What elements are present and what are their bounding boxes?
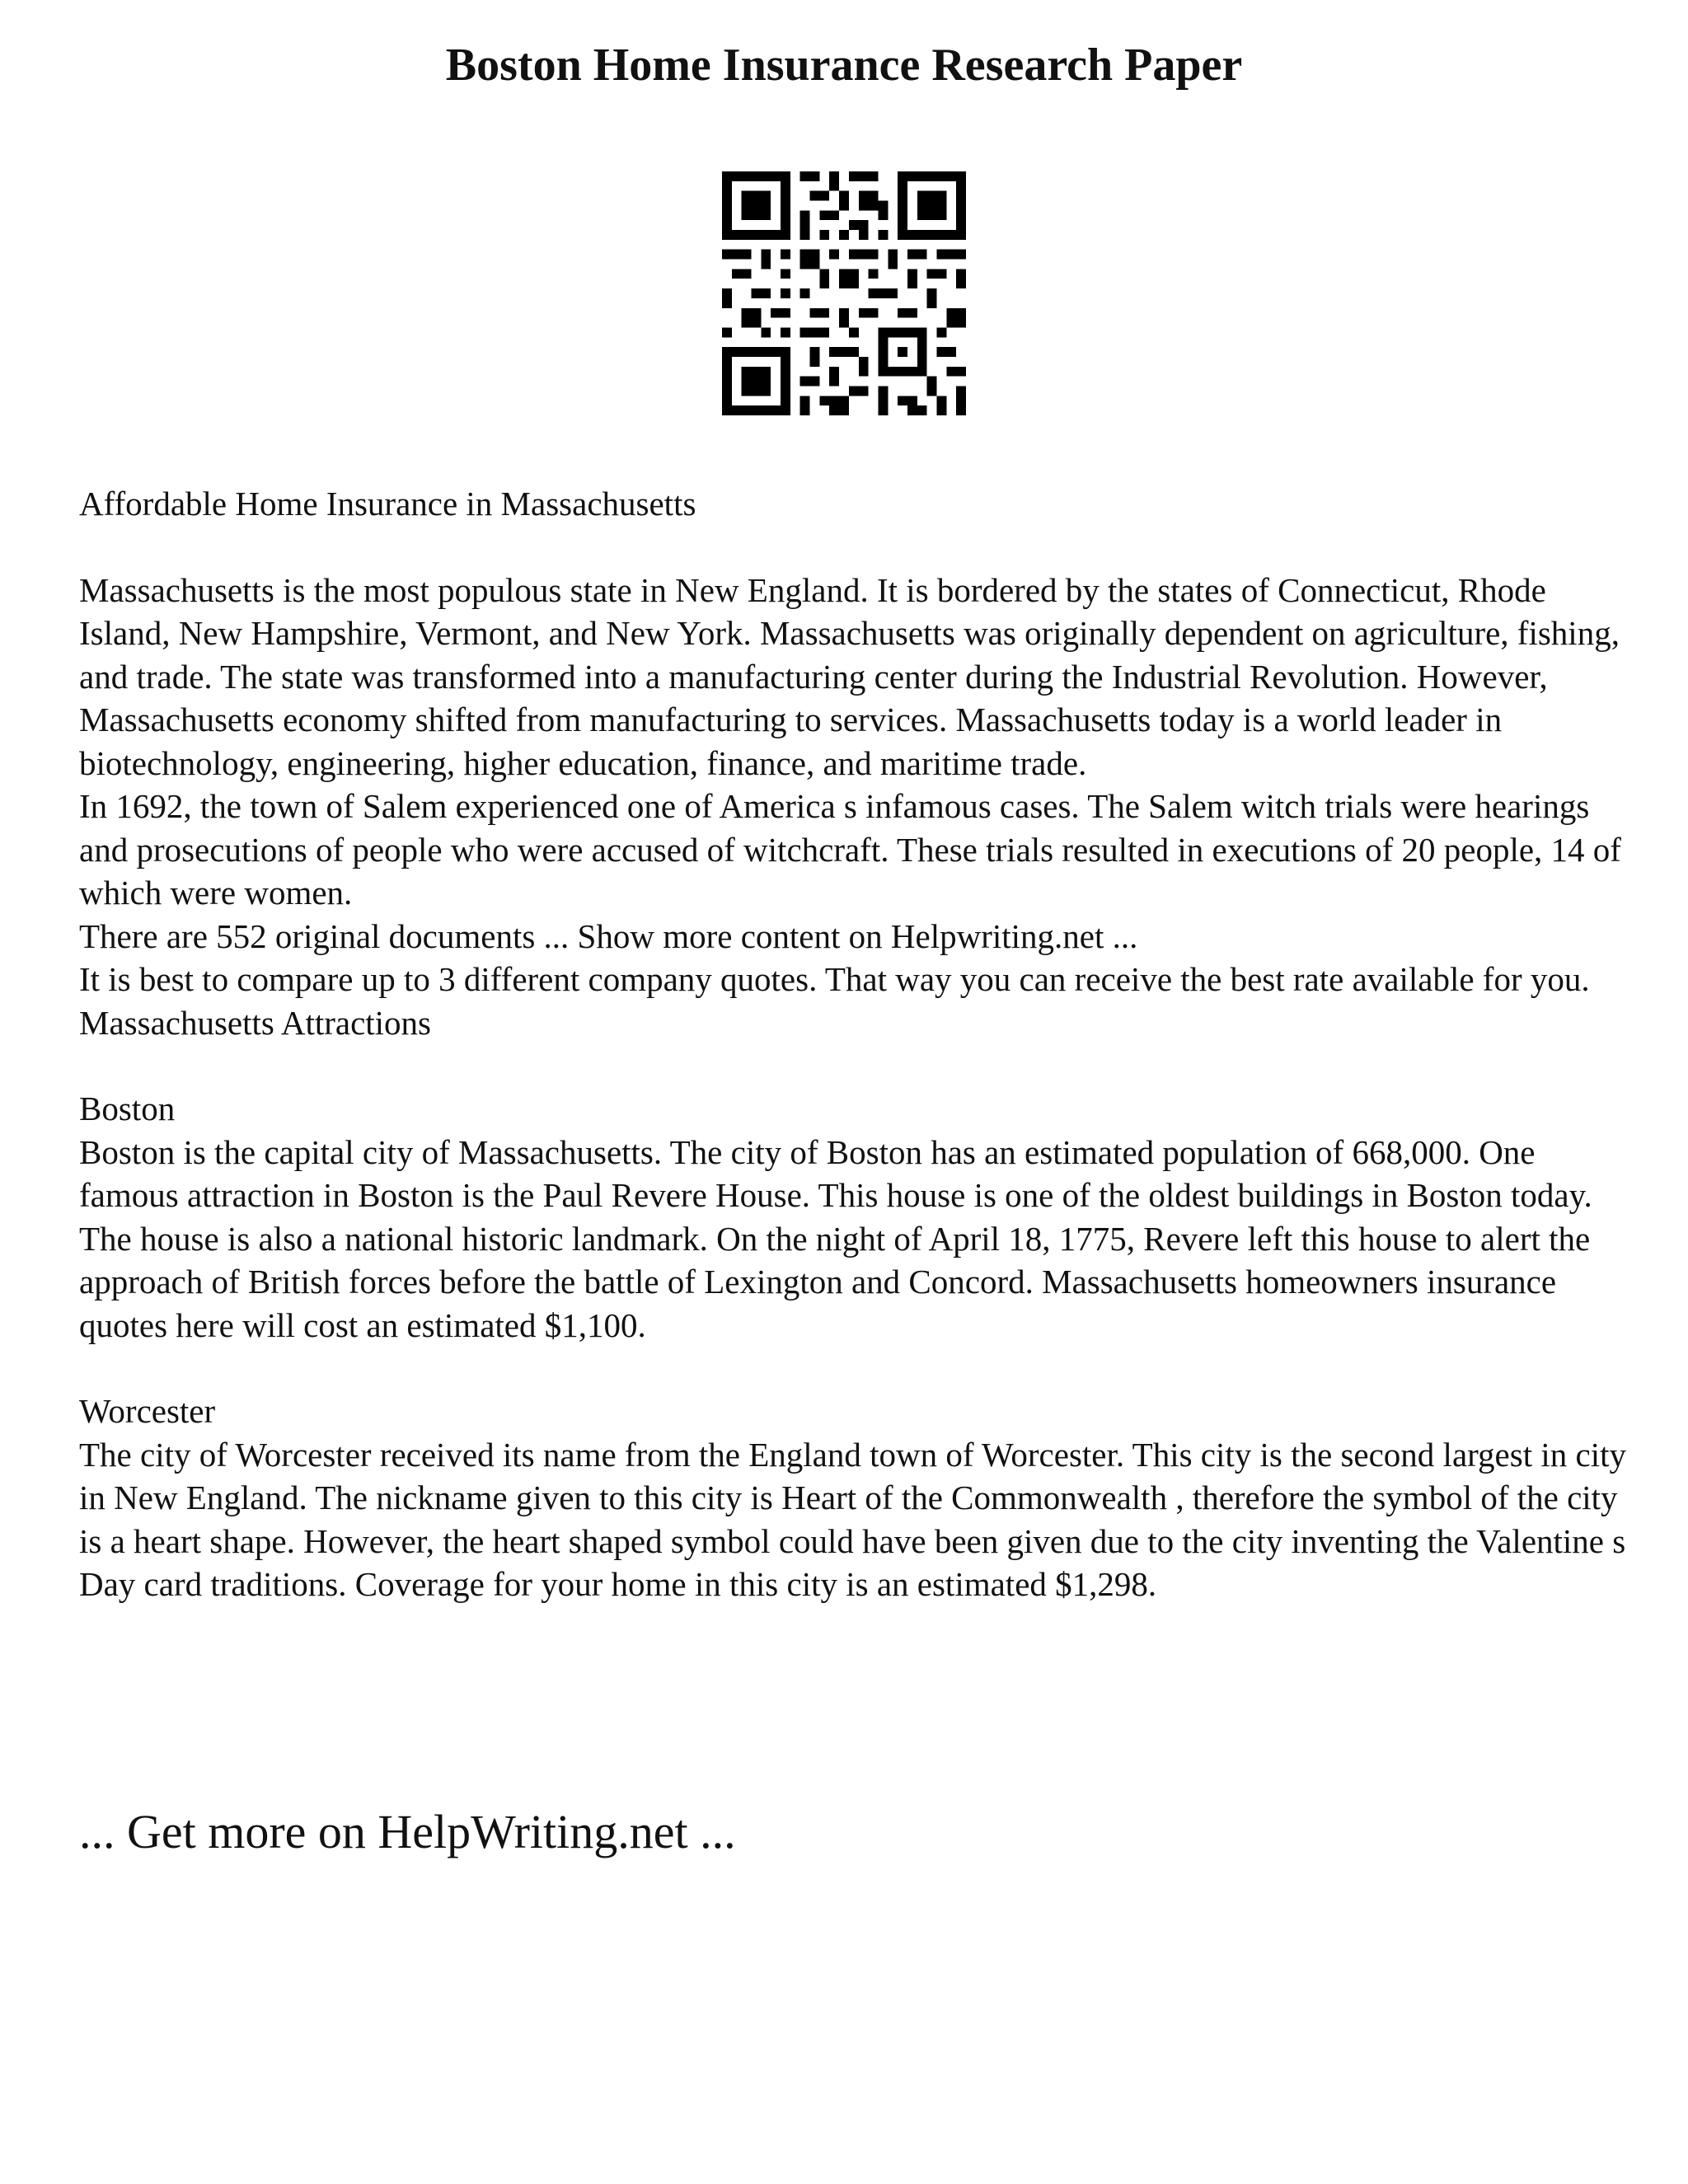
document-body <box>79 482 1629 1606</box>
paragraph-more-content: There are 552 original documents ... Show more content on Helpwriting.net ... <box>79 916 1138 955</box>
paragraph-spacer <box>79 526 1629 569</box>
paragraph-intro: Massachusetts is the most populous state in New England. It is bordered by the states of Connecticut, Rhode Island, New Hampshire, Vermont, and New York. Massachusetts was originally dependent on agriculture, fishing, and trade. The state was transformed into a manufacturing center during the Industrial Revolution. However, Massachusetts economy shifted from manufacturing to services. Massachusetts today is a world leader in biotechnology, engineering, higher education, finance, and maritime trade. <box>79 570 1620 782</box>
document-subtitle: Affordable Home Insurance in Massachusetts <box>79 485 696 523</box>
paragraph-boston: Boston is the capital city of Massachusetts. The city of Boston has an estimated population of 668,000. One famous attraction in Boston is the Paul Revere House. This house is one of the oldest buildings in Boston today. The house is also a national historic landmark. On the night of April 18, 1775, Revere left this house to alert the approach of British forces before the battle of Lexington and Concord. Massachusetts homeowners insurance quotes here will cost an estimated $1,100. <box>79 1132 1592 1344</box>
get-more-link[interactable]: ... Get more on HelpWriting.net ... <box>79 1805 736 1858</box>
paragraph-compare-quotes: It is best to compare up to 3 different company quotes. That way you can receive the best rate available for you. <box>79 960 1590 998</box>
section-heading-worcester: Worcester <box>79 1392 216 1430</box>
paragraph-spacer <box>79 1347 1629 1390</box>
qr-code-icon[interactable] <box>722 171 966 415</box>
section-heading-boston: Boston <box>79 1090 176 1127</box>
document-title: Boston Home Insurance Research Paper <box>445 40 1243 91</box>
paragraph-spacer <box>79 1044 1629 1087</box>
paragraph-salem: In 1692, the town of Salem experienced one of America s infamous cases. The Salem witch trials were hearings and prosecutions of people who were accused of witchcraft. These trials resulted in executions of 20 people, 14 of which were women. <box>79 787 1621 912</box>
paragraph-worcester: The city of Worcester received its name from the England town of Worcester. This city is the second largest in city in New England. The nickname given to this city is Heart of the Commonwealth , therefore the symbol of the city is a heart shape. However, the heart shaped symbol could have been given due to the city inventing the Valentine s Day card traditions. Coverage for your home in this city is an estimated $1,298. <box>79 1435 1626 1603</box>
section-heading-attractions: Massachusetts Attractions <box>79 1003 432 1042</box>
